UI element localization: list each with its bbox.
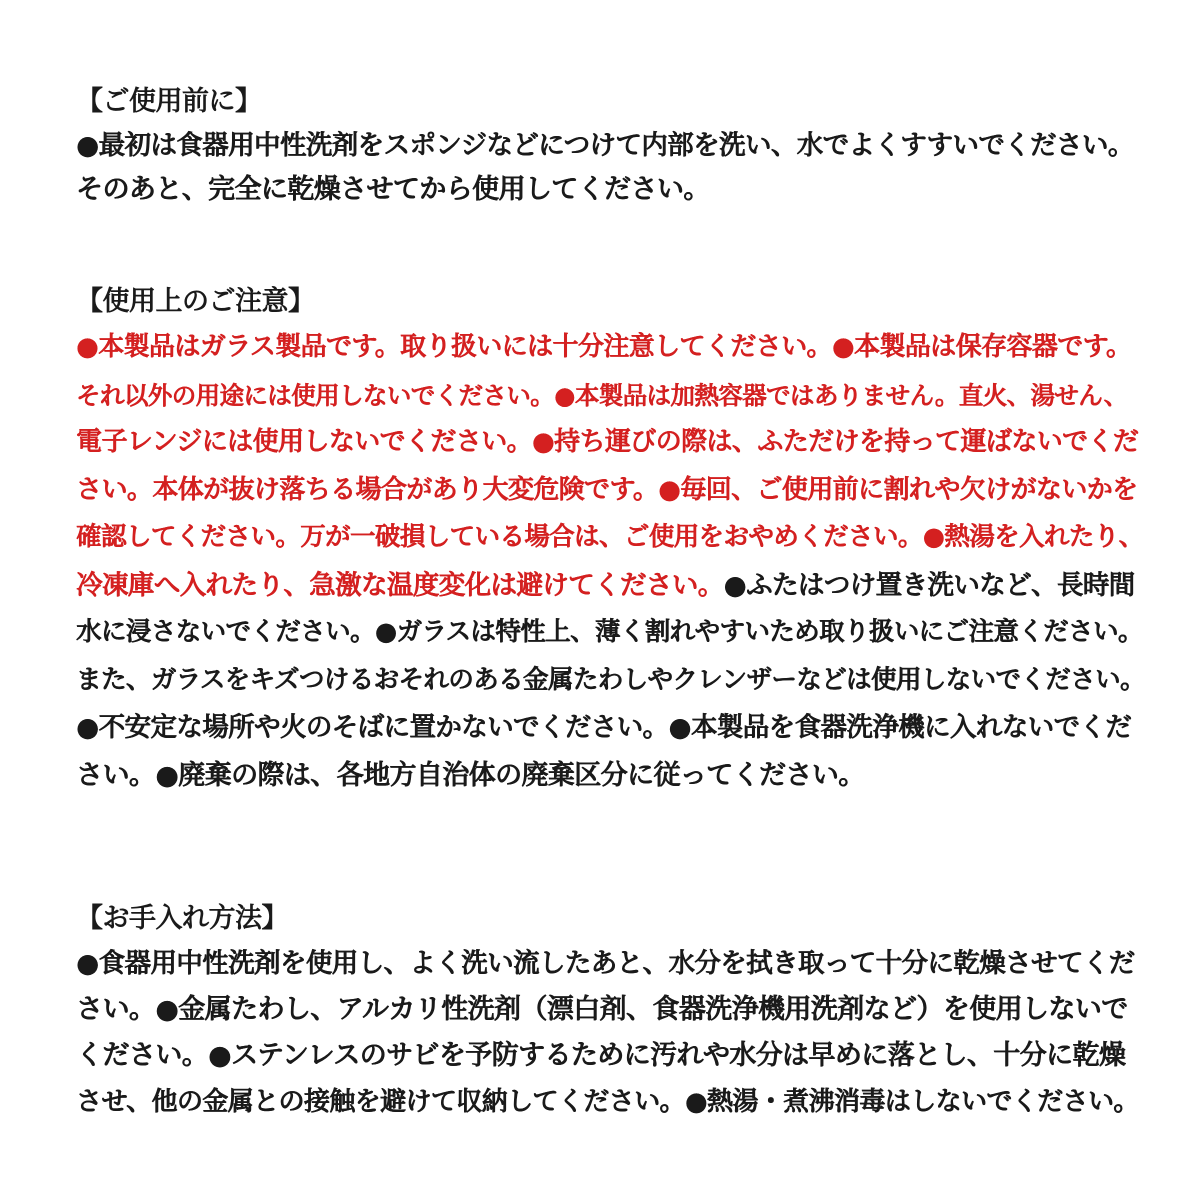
text-line	[76, 324, 1140, 372]
text-line	[76, 467, 1140, 515]
text-line	[76, 514, 1144, 562]
section-precautions	[76, 280, 1145, 799]
text-segment: また、ガラスをキズつけるおそれのある金属たわしやクレンザーなどは使用しないでください。	[76, 664, 1145, 695]
text-segment: 電子レンジには使用しないでください。●持ち運びの際は、ふただけを持って運ばないでくだ	[76, 427, 1139, 457]
text-line	[76, 372, 1140, 420]
section-title: 【使用上のご注意】	[76, 286, 315, 317]
section-title: 【お手入れ方法】	[76, 903, 288, 934]
text-segment: そのあと、完全に乾燥させてから使用してください。	[76, 174, 710, 205]
text-segment: させ、他の金属との接触を避けて収納してください。●熱湯・煮沸消毒はしないでください。	[76, 1087, 1139, 1117]
text-segment: ●最初は食器用中性洗剤をスポンジなどにつけて内部を洗い、水でよくすすいでください。	[76, 130, 1134, 161]
text-line	[76, 1079, 1140, 1125]
text-segment: ●本製品はガラス製品です。取り扱いには十分注意してください。●本製品は保存容器です。	[76, 332, 1132, 362]
section-care-method	[76, 897, 1140, 1125]
text-line	[76, 124, 1140, 168]
text-segment: ●食器用中性洗剤を使用し、よく洗い流したあと、水分を拭き取って十分に乾燥させてくだ	[76, 948, 1135, 979]
text-segment: ●不安定な場所や火のそばに置かないでください。●本製品を食器洗浄機に入れないでくだ	[76, 712, 1132, 743]
section-title: 【ご使用前に】	[76, 86, 262, 117]
text-segment: 水に浸さないでください。●ガラスは特性上、薄く割れやすいため取り扱いにご注意ください。	[76, 617, 1143, 647]
text-line	[76, 419, 1140, 467]
instruction-document	[76, 80, 1145, 1125]
text-line	[76, 562, 1140, 610]
text-segment: ください。●ステンレスのサビを予防するために汚れや水分は早めに落とし、十分に乾燥	[76, 1040, 1126, 1071]
text-line	[76, 168, 1140, 212]
text-segment: さい。本体が抜け落ちる場合があり大変危険です。●毎回、ご使用前に割れや欠けがないかを	[76, 474, 1138, 505]
text-line	[76, 704, 1140, 752]
text-line	[76, 657, 1145, 705]
text-line	[76, 609, 1143, 657]
text-line	[76, 941, 1140, 987]
text-line	[76, 1033, 1140, 1079]
text-segment: ●ふたはつけ置き洗いなど、長時間	[723, 569, 1135, 601]
section-before-use	[76, 80, 1140, 212]
text-segment: それ以外の用途には使用しないでください。●本製品は加熱容器ではありません。直火、湯せん、	[76, 380, 1128, 410]
text-segment: さい。●金属たわし、アルカリ性洗剤（漂白剤、食器洗浄機用洗剤など）を使用しないで	[76, 994, 1128, 1025]
text-segment: さい。●廃棄の際は、各地方自治体の廃棄区分に従ってください。	[76, 759, 865, 791]
text-line	[76, 752, 1140, 800]
text-segment: 確認してください。万が一破損している場合は、ご使用をおやめください。●熱湯を入れたり、	[76, 522, 1144, 552]
text-segment: 冷凍庫へ入れたり、急激な温度変化は避けてください。	[76, 569, 724, 601]
text-line	[76, 987, 1140, 1033]
